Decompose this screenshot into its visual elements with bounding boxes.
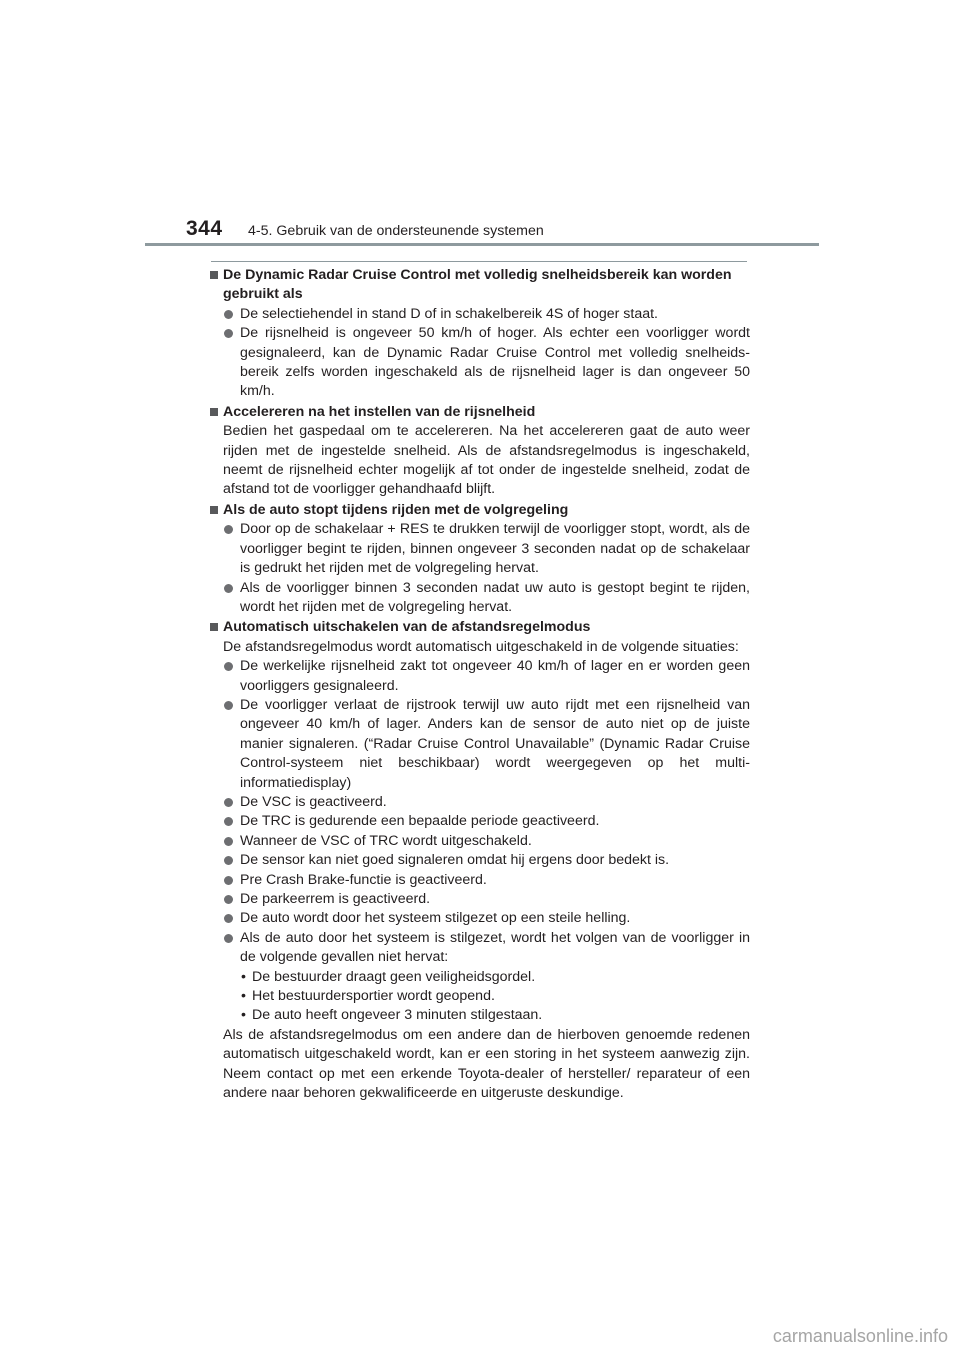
bullet-item [208,871,750,890]
header-divider [145,243,819,246]
section-heading [208,618,750,637]
circle-bullet-icon [224,934,233,943]
bullet-text: Als de voorligger binnen 3 seconden nadat uw auto is gestopt begint te rijden, wordt het rijden met de volgregeling hervat. [240,579,750,615]
bullet-item [208,657,750,696]
bullet-text: De auto wordt door het systeem stilgezet op een steile helling. [240,910,631,927]
dot-bullet-icon: • [241,1007,246,1024]
bullet-item [208,812,750,831]
circle-bullet-icon [224,329,233,338]
section-heading [208,501,750,520]
sub-item-text: Het bestuurdersportier wordt geopend. [252,988,495,1005]
page-number: 344 [186,217,223,240]
circle-bullet-icon [224,837,233,846]
paragraph-text: De afstandsregelmodus wordt automatisch uitgeschakeld in de volgende situaties: [223,638,739,655]
circle-bullet-icon [224,876,233,885]
bullet-text: De TRC is gedurende een bepaalde periode geactiveerd. [240,813,600,830]
paragraph [208,422,750,500]
bullet-item [208,579,750,618]
bullet-item [208,851,750,870]
section-title: 4-5. Gebruik van de ondersteunende systemen [248,223,544,239]
circle-bullet-icon [224,584,233,593]
bullet-item [208,832,750,851]
bullet-text: Pre Crash Brake-functie is geactiveerd. [240,871,487,888]
square-bullet-icon [210,408,218,416]
manual-content [208,265,750,1103]
sub-item-text: De auto heeft ongeveer 3 minuten stilgestaan. [252,1007,543,1024]
circle-bullet-icon [224,701,233,710]
watermark: carmanualsonline.info [772,1326,948,1346]
heading-text: Accelereren na het instellen van de rijsnelheid [223,403,536,420]
circle-bullet-icon [224,798,233,807]
square-bullet-icon [210,623,218,631]
square-bullet-icon [210,271,218,279]
square-bullet-icon [210,506,218,514]
sub-item [208,987,750,1006]
bullet-item [208,324,750,402]
bullet-item [208,890,750,909]
circle-bullet-icon [224,895,233,904]
circle-bullet-icon [224,914,233,923]
bullet-text: De werkelijke rijsnelheid zakt tot ongeveer 40 km/h of lager en er worden geen voorliggers gesignaleerd. [240,658,750,694]
heading-text: Als de auto stopt tijdens rijden met de volgregeling [223,501,569,518]
sub-item [208,968,750,987]
bullet-item [208,909,750,928]
paragraph-text: Als de afstandsregelmodus om een andere dan de hierboven genoemde redenen automatisch uitgeschakeld wordt, kan er een storing in het systeem aanwezig zijn. Neem contact op met een erkende Toyota-dealer of hersteller/ reparateur of een andere naar behoren gekwalificeerde en uitgeruste deskundige. [223,1026,750,1102]
paragraph-text: Bedien het gaspedaal om te accelereren. Na het accelereren gaat de auto weer rijden met de ingestelde snelheid. Als de afstandsregelmodus is ingeschakeld, neemt de rijsnelheid echter mogelijk af tot onder de ingestelde snelheid, zodat de afstand tot de voorligger gehandhaafd blijft. [223,423,750,498]
bullet-item [208,305,750,324]
section-heading [208,266,750,305]
bullet-text: De sensor kan niet goed signaleren omdat hij ergens door bedekt is. [240,852,670,869]
bullet-text: Wanneer de VSC of TRC wordt uitgeschakeld. [240,832,532,849]
bullet-item [208,793,750,812]
bullet-text: De selectiehendel in stand D of in schakelbereik 4S of hoger staat. [240,305,658,322]
sub-item [208,1006,750,1025]
bullet-text: De VSC is geactiveerd. [240,793,387,810]
section-heading [208,403,750,422]
paragraph [208,1026,750,1104]
circle-bullet-icon [224,817,233,826]
bullet-text: De rijsnelheid is ongeveer 50 km/h of hoger. Als echter een voorligger wordt gesignaleerd, kan de Dynamic Radar Cruise Control met volledig snelheidsbereik zelfs worden ingeschakeld als de rijsnelheid lager is dan ongeveer 50 km/h. [240,325,750,400]
content-divider [211,261,747,262]
dot-bullet-icon: • [241,968,246,985]
sub-item-text: De bestuurder draagt geen veiligheidsgordel. [252,968,536,985]
heading-text: Automatisch uitschakelen van de afstandsregelmodus [223,619,591,636]
circle-bullet-icon [224,856,233,865]
paragraph [208,638,750,657]
circle-bullet-icon [224,525,233,534]
circle-bullet-icon [224,310,233,319]
circle-bullet-icon [224,662,233,671]
bullet-item [208,929,750,968]
bullet-text: De parkeerrem is geactiveerd. [240,891,431,907]
bullet-item [208,696,750,793]
dot-bullet-icon: • [241,988,246,1005]
bullet-text: Door op de schakelaar + RES te drukken terwijl de voorligger stopt, wordt, als de voorligger begint te rijden, binnen ongeveer 3 seconden nadat op de schakelaar is gedrukt het rijden met de volgregeling hervat. [240,521,750,577]
bullet-text: De voorligger verlaat de rijstrook terwijl uw auto rijdt met een rijsnelheid van ongeveer 40 km/h of lager. Anders kan de sensor de auto niet op de juiste manier signaleren. (“Radar Cruise Control Unavailable” (Dynamic Radar Cruise Control-systeem niet beschikbaar) wordt weergegeven op het multiinformatiedisplay) [240,696,750,791]
bullet-text: Als de auto door het systeem is stilgezet, wordt het volgen van de voorligger in de volgende gevallen niet hervat: [240,929,750,966]
heading-text: De Dynamic Radar Cruise Control met volledig snelheidsbereik kan worden gebruikt als [223,267,732,303]
bullet-item [208,520,750,578]
